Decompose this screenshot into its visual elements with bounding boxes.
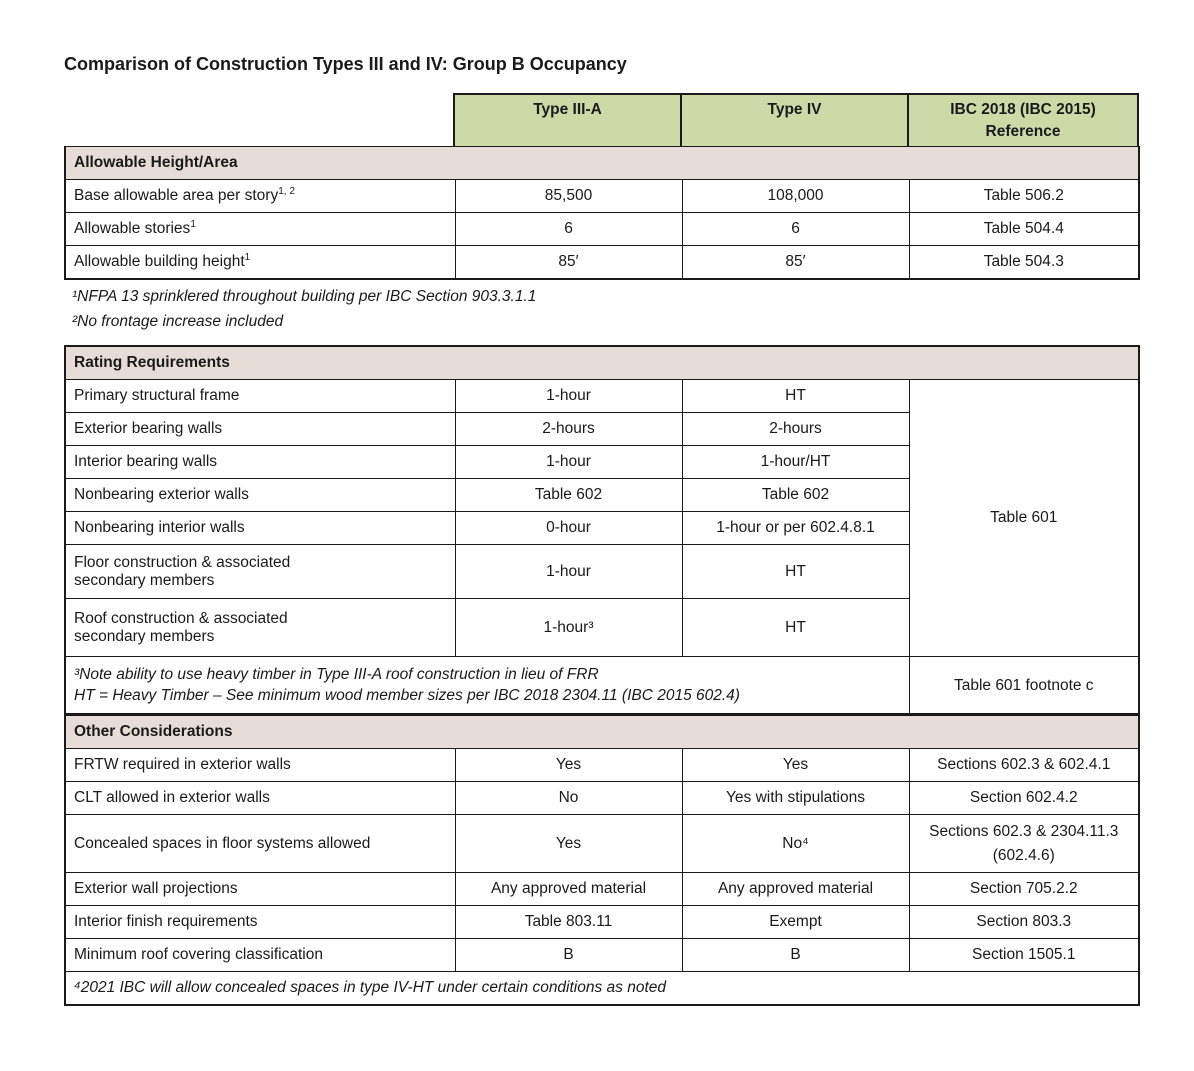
footnote-row: ³Note ability to use heavy timber in Type III-A roof construction in lieu of FRR HT = Heavy Timber – See minimum wood member sizes per IBC 2018 2304.11 (IBC 2015 602.4) Table 601 footnote c xyxy=(65,657,1139,715)
table-row: Nonbearing exterior walls Table 602 Table 602 xyxy=(65,479,1139,512)
section-header: Other Considerations xyxy=(65,716,1139,749)
footnote-2: ²No frontage increase included xyxy=(72,313,284,330)
footnote-1: ¹NFPA 13 sprinklered throughout building per IBC Section 903.3.1.1 xyxy=(72,288,537,305)
table-row: Roof construction & associated secondary members 1-hour³ HT xyxy=(65,599,1139,657)
table-row: CLT allowed in exterior walls No Yes with stipulations Section 602.4.2 xyxy=(65,782,1139,815)
section-header: Rating Requirements xyxy=(65,346,1139,380)
rating-reference: Table 601 xyxy=(909,380,1139,657)
table-row: Concealed spaces in floor systems allowed Yes No⁴ Sections 602.3 & 2304.11.3 (602.4.6) xyxy=(65,815,1139,873)
other-considerations-table xyxy=(64,715,1140,1006)
table-row: Exterior bearing walls 2-hours 2-hours xyxy=(65,413,1139,446)
table-row: Interior bearing walls 1-hour 1-hour/HT xyxy=(65,446,1139,479)
col-type-iii-a: Type III-A xyxy=(454,94,681,150)
footnote-row: ⁴2021 IBC will allow concealed spaces in type IV-HT under certain conditions as noted xyxy=(65,972,1139,1006)
table-row: Exterior wall projections Any approved material Any approved material Section 705.2.2 xyxy=(65,873,1139,906)
rating-requirements-table xyxy=(64,345,1140,715)
column-header xyxy=(64,93,1139,151)
table-row: Nonbearing interior walls 0-hour 1-hour or per 602.4.8.1 xyxy=(65,512,1139,545)
section-header: Allowable Height/Area xyxy=(65,147,1139,180)
col-type-iv: Type IV xyxy=(681,94,908,150)
table-row: Primary structural frame 1-hour HT Table 601 xyxy=(65,380,1139,413)
table-row: Base allowable area per story$^{1, 2}$ 85,500 108,000 Table 506.2 xyxy=(65,180,1139,213)
col-reference: IBC 2018 (IBC 2015) Reference xyxy=(908,94,1138,150)
table-row: FRTW required in exterior walls Yes Yes Sections 602.3 & 602.4.1 xyxy=(65,749,1139,782)
table-row: Interior finish requirements Table 803.11 Exempt Section 803.3 xyxy=(65,906,1139,939)
allowable-height-area-table xyxy=(64,146,1140,280)
table-row: Allowable stories$^1$ 6 6 Table 504.4 xyxy=(65,213,1139,246)
table-row: Floor construction & associated secondary members 1-hour HT xyxy=(65,545,1139,599)
page-title: Comparison of Construction Types III and IV: Group B Occupancy xyxy=(64,54,627,74)
table-row: Allowable building height$^1$ 85′ 85′ Table 504.3 xyxy=(65,246,1139,280)
table-row: Minimum roof covering classification B B Section 1505.1 xyxy=(65,939,1139,972)
